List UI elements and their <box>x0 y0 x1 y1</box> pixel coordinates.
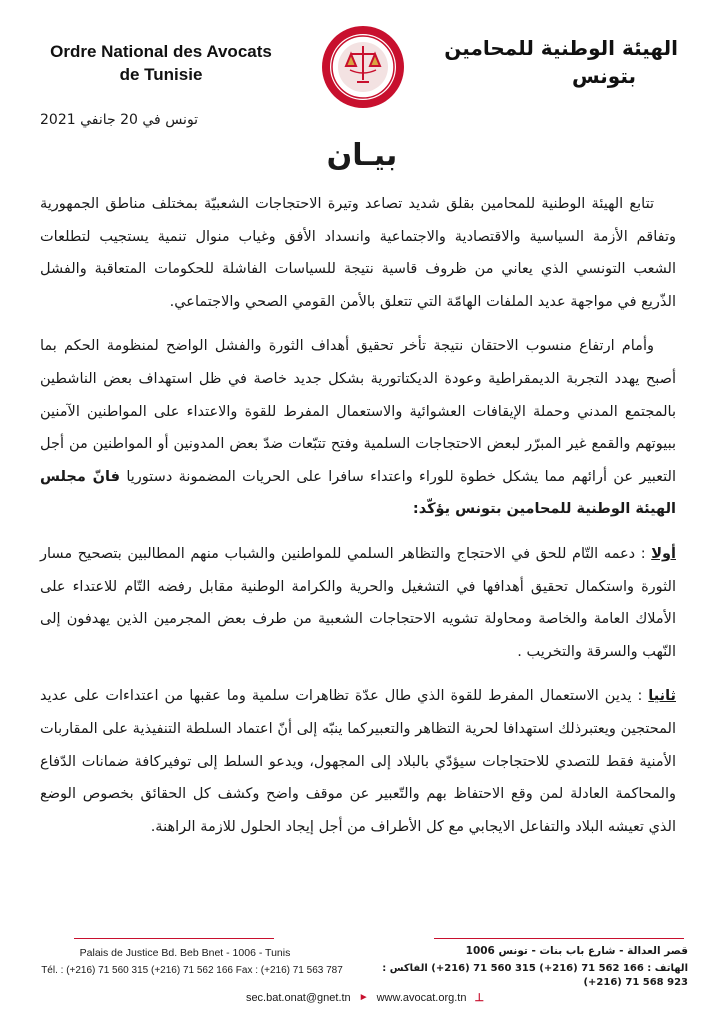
point-first <box>40 538 676 668</box>
point-second-text: : يدين الاستعمال المفرط للقوة الذي طال عدّة تظاهرات سلمية وما عقبها من اعتداءات على عديد المحتجين ويعتبرذلك استهدافا لحرية التظاهر والتعبيركما ينبّه إلى أنّ اعتماد السلطة التنفيذية على المقاربات الأمنية فقط للتصدي للاحتجاجات سيؤدّي بالبلاد إلى المجهول، ويدعو السلط إلى توفيركافة ضمانات الدّفاع والمحاكمة العادلة لمن وقع الاحتفاظ بهم والتّعبير عن موقف واضح وكشف كل الحقائق بخصوص الوضع الذي تعيشه البلاد والتفاعل الايجابي مع كل الأطراف من أجل إيجاد الحلول للازمة الراهنة. <box>40 688 676 835</box>
council-affirms: فانّ مجلس الهيئة الوطنية للمحامين بتونس يؤكّد: <box>40 468 676 518</box>
org-name-french-line1: Ordre National des Avocats <box>50 42 272 61</box>
footer-divider-right <box>434 938 684 939</box>
email-link[interactable]: sec.bat.onat@gnet.tn <box>245 992 351 1004</box>
footer-address-french: Palais de Justice Bd. Beb Bnet - 1006 - Tunis <box>79 947 291 959</box>
statement-body <box>40 188 676 855</box>
point-second-label: ثانيا <box>648 688 676 705</box>
paragraph-intro: تتابع الهيئة الوطنية للمحامين بقلق شديد تصاعد وتيرة الاحتجاجات الشعبيّة بمختلف مناطق الجمهورية وتفاقم الأزمة السياسية والاقتصادية والاجتماعية وانسداد الأفق وغياب منوال تنمية يستجيب لتطلعات الشعب التونسي الذي يعاني من ظروف قاسية نتيجة للسياسات الفاشلة للحكومات المتعاقبة والفشل الذّريع في مواجهة عديد الملفات الهامّة التي تتعلق بالأمن القومي الصحي والاجتماعي. <box>40 196 676 310</box>
org-name-french-line2: de Tunisie <box>119 65 203 84</box>
org-name-french <box>26 40 296 86</box>
footer-phone-french: Tél. : (+216) 71 560 315 (+216) 71 562 166 Fax : (+216) 71 563 787 <box>41 965 343 976</box>
org-name-arabic-line1: الهيئة الوطنية للمحامين <box>444 36 678 60</box>
org-name-arabic <box>428 34 678 90</box>
bar-association-seal-icon <box>320 24 406 110</box>
footer-address-arabic: قصر العدالة - شارع باب بنات - تونس 1006 <box>465 945 688 957</box>
point-first-label: أولا <box>651 545 676 562</box>
document-date: تونس في 20 جانفي 2021 <box>40 112 199 128</box>
document-title: بيـان <box>326 138 398 173</box>
footer-contact <box>200 990 530 1006</box>
paragraph-context-text: وأمام ارتفاع منسوب الاحتقان نتيجة تأخر تحقيق أهداف الثورة والفشل الواضح لمنظومة الحكم بما أصبح يهدد التجربة الديمقراطية وعودة الديكتاتورية بشكل جديد خاصة في ظل استهداف بعض الناشطين بالمجتمع المدني وحملة الإيقافات العشوائية والاستعمال المفرط للقوة والاعتداء على المواطنين الآمنين ببيوتهم والقمع غير المبرّر لبعض الاحتجاجات السلمية وفتح تتبّعات ضدّ بعض المدونين أو المواطنين من أجل التعبير عن أرائهم مما يشكل خطوة للوراء واعتداء سافرا على الحريات المضمونة دستوريا <box>40 338 676 485</box>
point-first-text: : دعمه التّام للحق في الاحتجاج والتظاهر السلمي للمواطنين والشباب منهم المطالبين بتصحيح مسار الثورة واستكمال تحقيق أهدافها في التشغيل والحرية والكرامة الوطنية مقابل رفضه التّام للاعتداء على الأملاك العامة والخاصة ومحاولة تشويه الاحتجاجات الشعبية من طرف بعض المجرمين الذين يهدفون إلى النّهب والسرقة والتخريب . <box>40 545 676 660</box>
logo-mark-icon: ⊥ <box>474 992 485 1004</box>
website-link[interactable]: www.avocat.org.tn <box>376 992 467 1004</box>
paragraph-context <box>40 330 676 526</box>
footer-divider-left <box>74 938 274 939</box>
arrow-icon: ► <box>358 992 369 1003</box>
org-name-arabic-line2: بتونس <box>572 64 636 88</box>
footer-phone-arabic: الهاتف : 166 562 71 (216+) 315 560 71 (216+) الفاكس : 923 568 71 (216+) <box>382 963 688 988</box>
point-second <box>40 680 676 843</box>
